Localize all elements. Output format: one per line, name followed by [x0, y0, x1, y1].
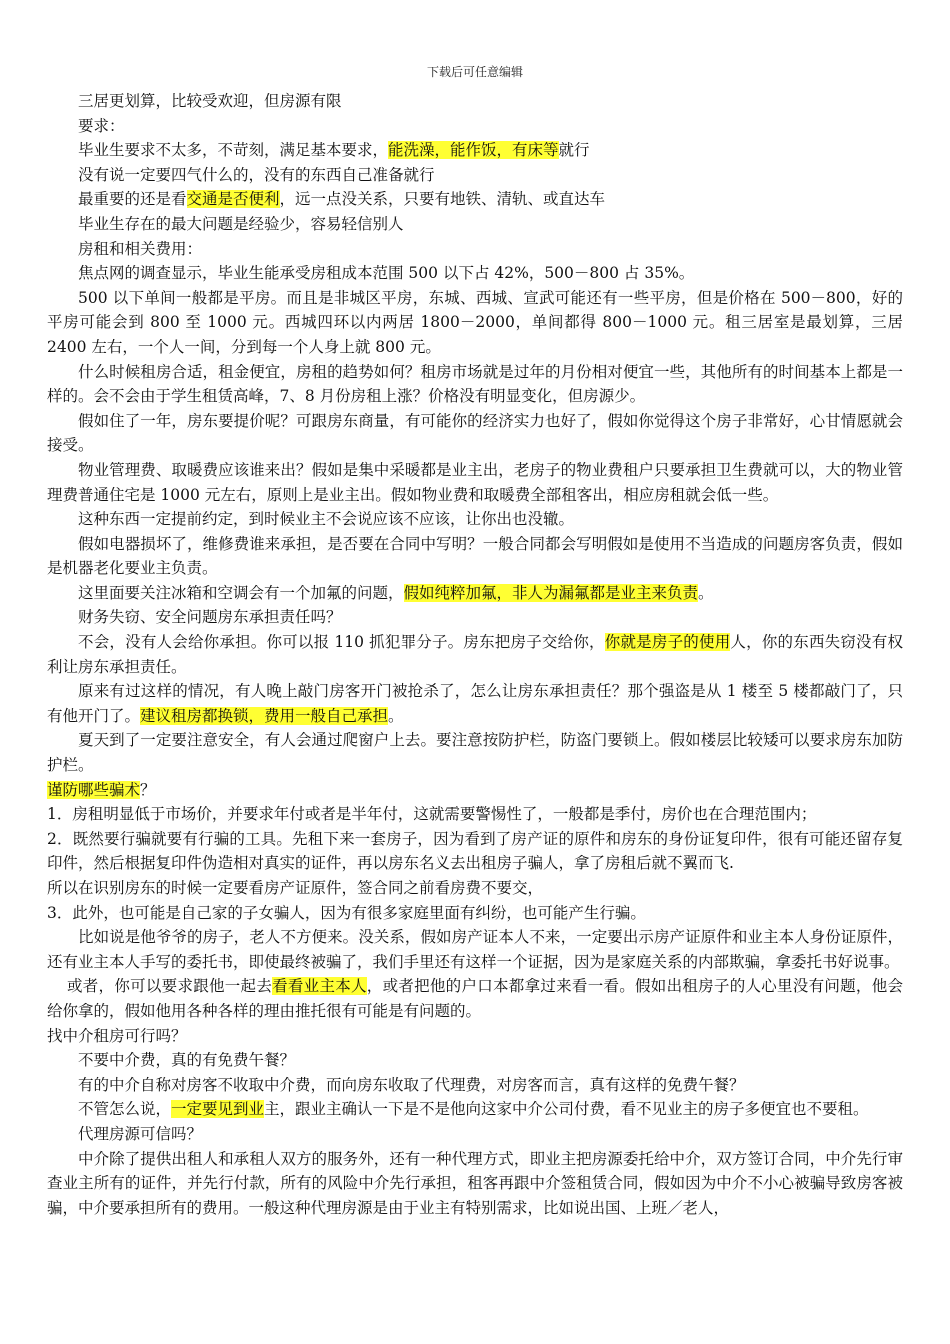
text-run: 或者，你可以要求跟他一起去 [67, 977, 273, 996]
text-run: 三居更划算，比较受欢迎，但房源有限 [78, 92, 342, 110]
text-run: 这种东西一定提前约定，到时候业主不会说应该不应该，让你出也没辙。 [78, 510, 575, 529]
paragraph [47, 925, 903, 974]
highlighted-text: 能洗澡，能作饭，有床等 [388, 141, 559, 160]
paragraph [47, 163, 903, 188]
text-run: 最重要的还是看 [78, 190, 187, 209]
text-run: 物业管理费、取暖费应该谁来出？假如是集中采暖都是业主出，老房子的物业费租户只要承担卫生费就可以，大的物业管理费普通住宅是 1000 元左右，原则上是业主出。假如物业费和取暖费全部租客出，相应房租就会低一些。 [47, 460, 903, 504]
paragraph [47, 581, 903, 606]
text-run: 这里面要关注冰箱和空调会有一个加氟的问题， [78, 583, 404, 602]
paragraph [47, 974, 903, 1023]
text-run: 所以在识别房东的时候一定要看房产证原件，签合同之前看房费不要交， [47, 879, 544, 897]
text-run: 主，跟业主确认一下是不是他向这家中介公司付费，看不见业主的房子多便宜也不要租。 [264, 1100, 869, 1119]
text-run: 500 以下单间一般都是平房。而且是非城区平房，东城、西城、宣武可能还有一些平房，但是价格在 500－800，好的平房可能会到 800 至 1000 元。西城四环以内两居 1800－2000，单间都得 800－1000 元。租三居室是最划算，三居 2400 左右，一个人一间，分到每一个人身上就 800 元。 [47, 288, 903, 356]
paragraph [47, 360, 903, 409]
paragraph [47, 827, 903, 876]
text-run: 1．房租明显低于市场价，并要求年付或者是半年付，这就需要警惕性了，一般都是季付，房价也在合理范围内； [47, 805, 817, 824]
text-run: 中介除了提供出租人和承租人双方的服务外，还有一种代理方式，即业主把房源委托给中介，双方签订合同，中介先行审查业主所有的证件，并先行付款，所有的风险中介先行承担，租客再跟中介签租赁合同，假如因为中介不小心被骗导致房客被骗，中介要承担所有的费用。一般这种代理房源是由于业主有特别需求，比如说出国、上班／老人， [47, 1149, 903, 1217]
document-body [47, 89, 903, 1220]
paragraph [47, 89, 903, 114]
highlighted-text: 假如纯粹加氟，非人为漏氟都是业主来负责 [403, 583, 699, 602]
text-run: 2．既然要行骗就要有行骗的工具。先租下来一套房子，因为看到了房产证的原件和房东的身份证复印件，很有可能还留存复印件，然后根据复印件伪造相对真实的证件，再以房东名义去出租房子骗人，拿了房租后就不翼而飞. [47, 829, 903, 873]
paragraph [47, 901, 903, 926]
text-run: 不会，没有人会给你承担。你可以报 110 抓犯罪分子。房东把房子交给你， [78, 633, 605, 652]
text-run: 什么时候租房合适，租金便宜，房租的趋势如何？租房市场就是过年的月份相对便宜一些，其他所有的时间基本上都是一样的。会不会由于学生租赁高峰，7、8 月份房租上涨？价格没有明显变化，但房源少。 [47, 362, 903, 406]
text-run: 房租和相关费用： [78, 239, 203, 258]
paragraph [47, 1147, 903, 1221]
paragraph [47, 409, 903, 458]
paragraph [47, 114, 903, 139]
paragraph [47, 802, 903, 827]
text-run: 比如说是他爷爷的房子，老人不方便来。没关系，假如房产证本人不来，一定要出示房产证原件和业主本人身份证原件，还有业主本人手写的委托书，即使最终被骗了，我们手里还有这样一个证据，因为是家庭关系的内部欺骗，拿委托书好说事。 [47, 928, 903, 971]
text-run: 不要中介费，真的有免费午餐？ [78, 1051, 296, 1070]
text-run: 3．此外，也可能是自己家的子女骗人，因为有很多家庭里面有纠纷，也可能产生行骗。 [47, 903, 646, 922]
paragraph [47, 728, 903, 777]
paragraph [47, 237, 903, 262]
text-run: ，远一点没关系，只要有地铁、清轨、或直达车 [279, 190, 606, 209]
paragraph [47, 532, 903, 581]
text-run: 假如住了一年，房东要提价呢？可跟房东商量，有可能你的经济实力也好了，假如你觉得这个房子非常好，心甘情愿就会接受。 [47, 411, 903, 455]
paragraph [47, 1048, 903, 1073]
paragraph [47, 876, 903, 901]
paragraph [47, 1097, 903, 1122]
text-run: 。 [698, 583, 714, 602]
text-run: 毕业生要求不太多，不苛刻，满足基本要求， [78, 141, 389, 160]
text-run: ？ [140, 780, 156, 799]
paragraph [47, 630, 903, 679]
paragraph [47, 286, 903, 360]
page-header: 下载后可任意编辑 [426, 65, 523, 79]
text-run: 焦点网的调查显示，毕业生能承受房租成本范围 500 以下占 42%，500－800 占 35%。 [78, 264, 695, 283]
highlighted-text: 建议租房都换锁，费用一般自己承担 [140, 706, 389, 725]
paragraph [47, 261, 903, 286]
highlighted-text: 一定要见到业 [171, 1100, 265, 1119]
text-run: 不管怎么说， [78, 1100, 172, 1119]
paragraph [47, 212, 903, 237]
text-run: 要求： [78, 116, 125, 135]
text-run: 财务失窃、安全问题房东承担责任吗？ [78, 608, 342, 627]
paragraph [47, 1024, 903, 1049]
paragraph [47, 778, 903, 803]
paragraph [47, 458, 903, 507]
paragraph [47, 1122, 903, 1147]
highlighted-text: 交通是否便利 [186, 190, 280, 209]
text-run: 夏天到了一定要注意安全，有人会通过爬窗户上去。要注意按防护栏，防盗门要锁上。假如楼层比较矮可以要求房东加防护栏。 [47, 731, 903, 775]
text-run: 人，你的东西失窃没有权利让房东承担责任。 [47, 633, 903, 676]
highlighted-text: 看看业主本人 [272, 977, 367, 996]
highlighted-text: 谨防哪些骗术 [47, 780, 141, 799]
text-run: 假如电器损坏了，维修费谁来承担，是否要在合同中写明？一般合同都会写明假如是使用不当造成的问题房客负责，假如是机器老化要业主负责。 [47, 534, 903, 578]
text-run: 毕业生存在的最大问题是经验少，容易轻信别人 [78, 214, 404, 233]
highlighted-text: 你就是房子的使用 [604, 633, 731, 652]
paragraph [47, 138, 903, 163]
text-run: 。 [388, 706, 404, 725]
text-run: 原来有过这样的情况，有人晚上敲门房客开门被抢杀了，怎么让房东承担责任？那个强盗是从 1 楼至 5 楼都敲门了，只有他开门了。 [47, 682, 903, 725]
text-run: 找中介租房可行吗？ [47, 1026, 187, 1045]
paragraph [47, 679, 903, 728]
text-run: 代理房源可信吗？ [78, 1124, 203, 1143]
paragraph [47, 507, 903, 532]
text-run: 有的中介自称对房客不收取中介费，而向房东收取了代理费，对房客而言，真有这样的免费午餐？ [78, 1075, 745, 1094]
text-run: 就行 [558, 141, 590, 160]
paragraph [47, 605, 903, 630]
paragraph [47, 1073, 903, 1098]
paragraph [47, 187, 903, 212]
text-run: ，或者把他的户口本都拿过来看一看。假如出租房子的人心里没有问题，他会给你拿的，假如他用各种各样的理由推托很有可能是有问题的。 [47, 977, 903, 1020]
text-run: 没有说一定要四气什么的，没有的东西自己准备就行 [78, 165, 435, 184]
